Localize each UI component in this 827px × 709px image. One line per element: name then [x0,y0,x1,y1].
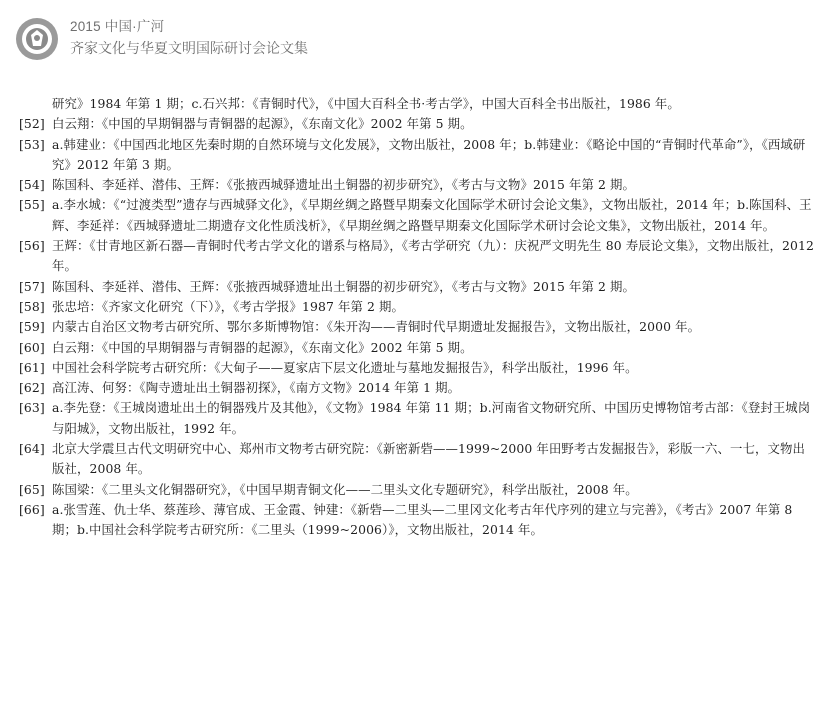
reference-number: [57] [19,278,45,294]
reference-text: 内蒙古自治区文物考古研究所、鄂尔多斯博物馆：《朱开沟——青铜时代早期遗址发掘报告》，文物出版社，2000 年。 [52,319,701,335]
reference-number: [56] [19,238,45,254]
reference-number: [62] [19,380,45,396]
reference-item [19,277,815,297]
header-title: 齐家文化与华夏文明国际研讨会论文集 [70,40,308,56]
reference-number: [66] [19,501,45,517]
reference-text: 陈国梁：《二里头文化铜器研究》，《中国早期青铜文化——二里头文化专题研究》，科学出版社，2008 年。 [52,481,638,497]
reference-text: 白云翔：《中国的早期铜器与青铜器的起源》，《东南文化》2002 年第 5 期。 [52,339,473,355]
reference-text: 张忠培：《齐家文化研究（下）》，《考古学报》1987 年第 2 期。 [52,298,404,314]
reference-number: [53] [19,136,45,152]
reference-text: a.韩建业：《中国西北地区先秦时期的自然环境与文化发展》，文物出版社，2008 年；b.韩建业：《略论中国的“青铜时代革命”》，《西域研究》2012 年第 3 期。 [52,136,806,172]
reference-item [19,236,815,277]
reference-text: 北京大学震旦古代文明研究中心、郑州市文物考古研究院：《新密新砦——1999~2000 年田野考古发掘报告》，彩版一六、一七，文物出版社，2008 年。 [52,441,805,477]
reference-item [19,114,815,134]
reference-item [19,358,815,378]
reference-item [19,439,815,480]
reference-number: [60] [19,339,45,355]
header-text [70,18,308,58]
reference-item [19,297,815,317]
reference-item [19,480,815,500]
reference-number: [61] [19,359,45,375]
reference-number: [63] [19,400,45,416]
header-year: 2015 中国·广河 [70,19,165,34]
reference-item [19,398,815,439]
reference-number: [65] [19,481,45,497]
reference-text: 高江涛、何努：《陶寺遗址出土铜器初探》，《南方文物》2014 年第 1 期。 [52,380,461,396]
reference-item [19,317,815,337]
reference-number: [64] [19,441,45,457]
reference-text: 陈国科、李延祥、潜伟、王辉：《张掖西城驿遗址出土铜器的初步研究》，《考古与文物》2015 年第 2 期。 [52,278,636,294]
reference-number: [59] [19,319,45,335]
reference-text: 陈国科、李延祥、潜伟、王辉：《张掖西城驿遗址出土铜器的初步研究》，《考古与文物》2015 年第 2 期。 [52,177,636,193]
reference-text: 白云翔：《中国的早期铜器与青铜器的起源》，《东南文化》2002 年第 5 期。 [52,116,473,132]
conference-seal-icon [14,16,60,62]
reference-item [19,195,815,236]
reference-list [19,94,815,541]
reference-number: [52] [19,116,45,132]
reference-text: a.张雪莲、仇士华、蔡莲珍、薄官成、王金霞、钟建：《新砦—二里头—二里冈文化考古年代序列的建立与完善》，《考古》2007 年第 8 期；b.中国社会科学院考古研究所：《二里头（1999~2006）》，文物出版社，2014 年。 [52,501,793,538]
page-header [14,12,614,70]
reference-number: [55] [19,197,45,213]
reference-item [19,175,815,195]
reference-number: [54] [19,177,45,193]
reference-continuation: 研究》1984 年第 1 期；c.石兴邦：《青铜时代》，《中国大百科全书·考古学》，中国大百科全书出版社，1986 年。 [52,96,680,111]
reference-text: a.李水城：《“过渡类型”遗存与西城驿文化》，《早期丝绸之路暨早期秦文化国际学术研讨会论文集》，文物出版社，2014 年；b.陈国科、王辉、李延祥：《西城驿遗址二期遗存文化性质浅析》，《早期丝绸之路暨早期秦文化国际学术研讨会论文集》，文物出版社，2014 年。 [52,197,812,233]
reference-text: 中国社会科学院考古研究所：《大甸子——夏家店下层文化遗址与墓地发掘报告》，科学出版社，1996 年。 [52,359,638,375]
reference-item [19,338,815,358]
reference-items [19,114,815,540]
reference-item [19,378,815,398]
reference-number: [58] [19,298,45,314]
reference-item [19,500,815,541]
reference-text: 王辉：《甘青地区新石器—青铜时代考古学文化的谱系与格局》，《考古学研究（九）：庆祝严文明先生 80 寿辰论文集》，文物出版社，2012 年。 [52,238,814,274]
reference-text: a.李先登：《王城岗遗址出土的铜器残片及其他》，《文物》1984 年第 11 期；b.河南省文物研究所、中国历史博物馆考古部：《登封王城岗与阳城》，文物出版社，1992 年。 [52,400,811,436]
reference-item [19,135,815,176]
